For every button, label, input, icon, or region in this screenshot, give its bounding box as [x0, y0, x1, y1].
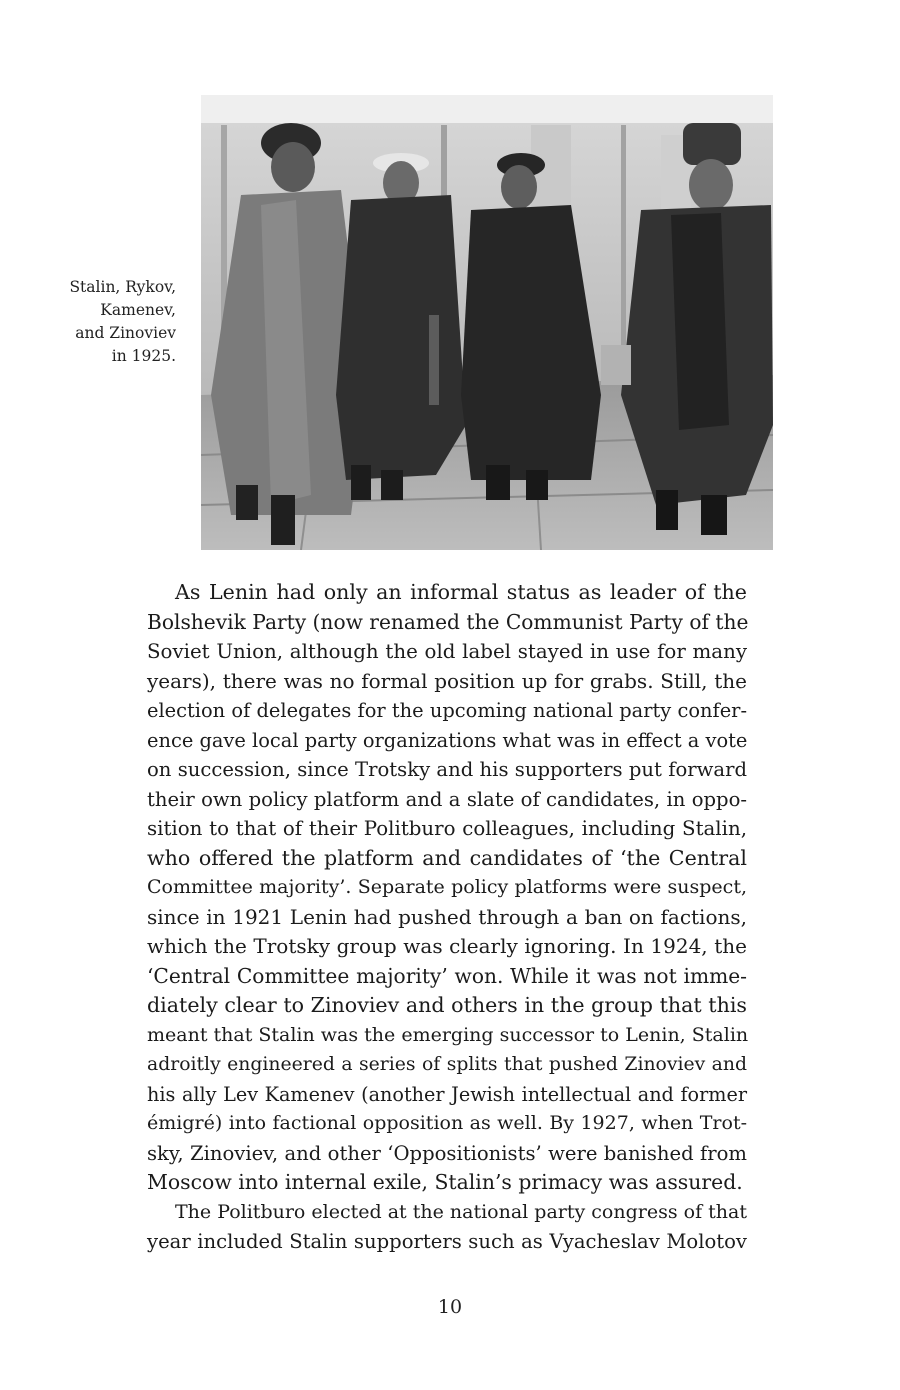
text-line: meant that Stalin was the emerging successor to Lenin, Stalin	[147, 1023, 749, 1046]
text-line: which the Trotsky group was clearly ignoring. In 1924, the	[147, 934, 747, 958]
text-line: Soviet Union, although the old label stayed in use for many	[147, 640, 747, 663]
text-line: his ally Lev Kamenev (another Jewish intellectual and former	[147, 1082, 747, 1106]
text-line: on succession, since Trotsky and his supporters put forward	[147, 758, 747, 781]
historical-photo	[201, 95, 773, 550]
text-line: émigré) into factional opposition as well. By 1927, when Trot-	[147, 1112, 747, 1134]
body-text	[147, 578, 747, 1257]
text-line: sition to that of their Politburo colleagues, including Stalin,	[147, 817, 747, 840]
photo-illustration	[201, 95, 773, 550]
text-line: Moscow into internal exile, Stalin’s primacy was assured.	[147, 1170, 743, 1194]
caption-line: Stalin, Rykov,	[69, 278, 176, 296]
text-line: years), there was no formal position up for grabs. Still, the	[147, 668, 747, 693]
text-line: ‘Central Committee majority’ won. While it was not imme-	[147, 963, 747, 988]
text-line: their own policy platform and a slate of candidates, in oppo-	[147, 787, 747, 811]
text-line: diately clear to Zinoviev and others in the group that this	[147, 993, 747, 1017]
text-line: adroitly engineered a series of splits that pushed Zinoviev and	[147, 1054, 747, 1075]
text-line: who offered the platform and candidates of ‘the Central	[147, 845, 747, 870]
text-line: Committee majority’. Separate policy platforms were suspect,	[147, 876, 747, 898]
text-line: sky, Zinoviev, and other ‘Oppositionists’ were banished from	[147, 1141, 747, 1165]
caption-line: and Zinoviev	[75, 324, 176, 342]
caption-line: Kamenev,	[100, 301, 176, 319]
page-number: 10	[437, 1296, 463, 1318]
text-line: since in 1921 Lenin had pushed through a ban on factions,	[147, 904, 747, 929]
figure-caption	[40, 276, 176, 368]
text-line: election of delegates for the upcoming national party confer-	[147, 699, 747, 722]
caption-line: in 1925.	[111, 347, 176, 365]
text-line: The Politburo elected at the national party congress of that	[175, 1200, 747, 1223]
text-line: ence gave local party organizations what was in effect a vote	[147, 728, 748, 752]
text-line: year included Stalin supporters such as Vyacheslav Molotov	[147, 1230, 747, 1253]
text-line: Bolshevik Party (now renamed the Communist Party of the	[147, 609, 749, 634]
text-line: As Lenin had only an informal status as leader of the	[175, 580, 747, 604]
